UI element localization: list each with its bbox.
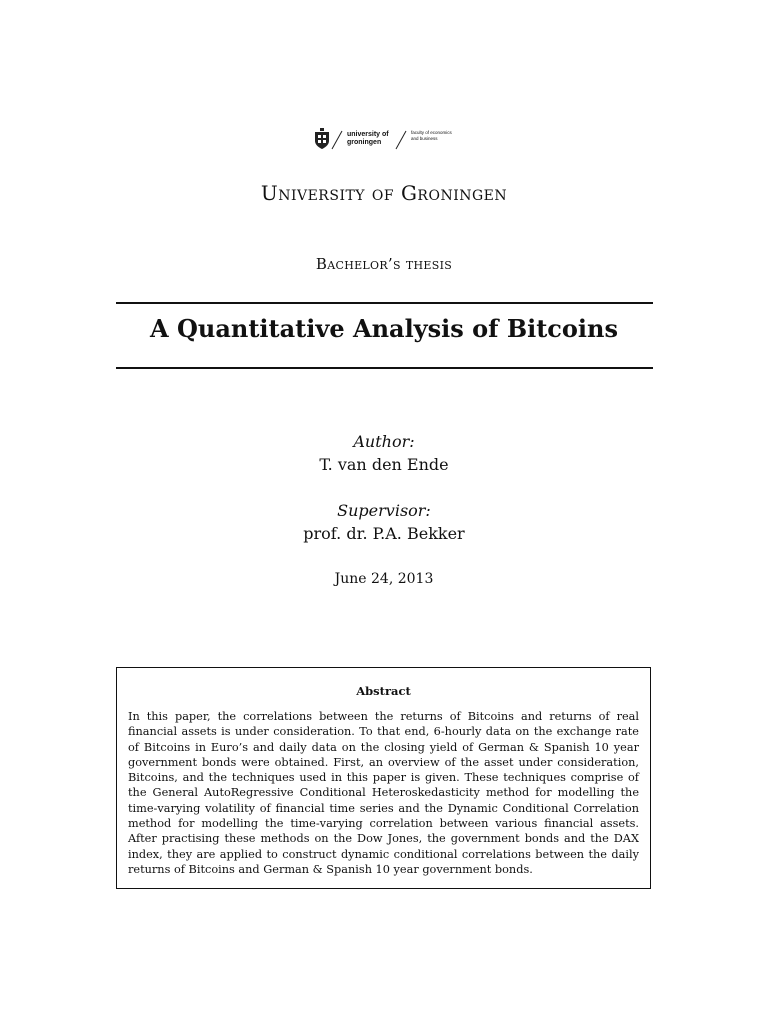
author-name: T. van den Ende [319,455,449,474]
university-crest-icon [314,128,330,150]
abstract-box [116,667,651,889]
thesis-type: Bachelor’s thesis [315,255,453,273]
faculty-logo-line-2: and business [411,136,438,141]
university-logo-line-1: university of [347,131,389,138]
divider-slash-icon [394,130,408,150]
thesis-title: A Quantitative Analysis of Bitcoins [150,314,618,343]
supervisor-name: prof. dr. P.A. Bekker [303,524,465,543]
faculty-logo-line-1: faculty of economics [411,130,452,135]
logo-bar [0,126,768,154]
abstract-heading: Abstract [356,684,411,698]
university-logo-line-2: groningen [347,139,382,146]
author-label: Author: [353,432,415,451]
abstract-text: In this paper, the correlations between the returns of Bitcoins and returns of real financial assets is under consideration. To that end, 6-hourly data on the exchange rate of Bitcoins in Euro’s and daily data on the closing yield of German & Spanish 10 year government bonds were obtained. First, an overview of the asset under consideration, Bitcoins, and the techniques used in this paper is given. These techniques comprise of the General AutoRegressive Conditional Heteroskedasticity method for modelling the time-varying volatility of financial time series and the Dynamic Conditional Correlation method for modelling the time-varying correlation between various financial assets. After practising these methods on the Dow Jones, the government bonds and the DAX index, they are applied to construct dynamic conditional correlations between the daily returns of Bitcoins and German & Spanish 10 year government bonds. [128,710,639,876]
title-rule-top [116,302,653,304]
supervisor-label: Supervisor: [337,501,431,520]
thesis-date: June 24, 2013 [334,571,434,587]
divider-slash-icon [330,130,344,150]
university-name: University of Groningen [260,181,508,205]
title-rule-bottom [116,367,653,369]
